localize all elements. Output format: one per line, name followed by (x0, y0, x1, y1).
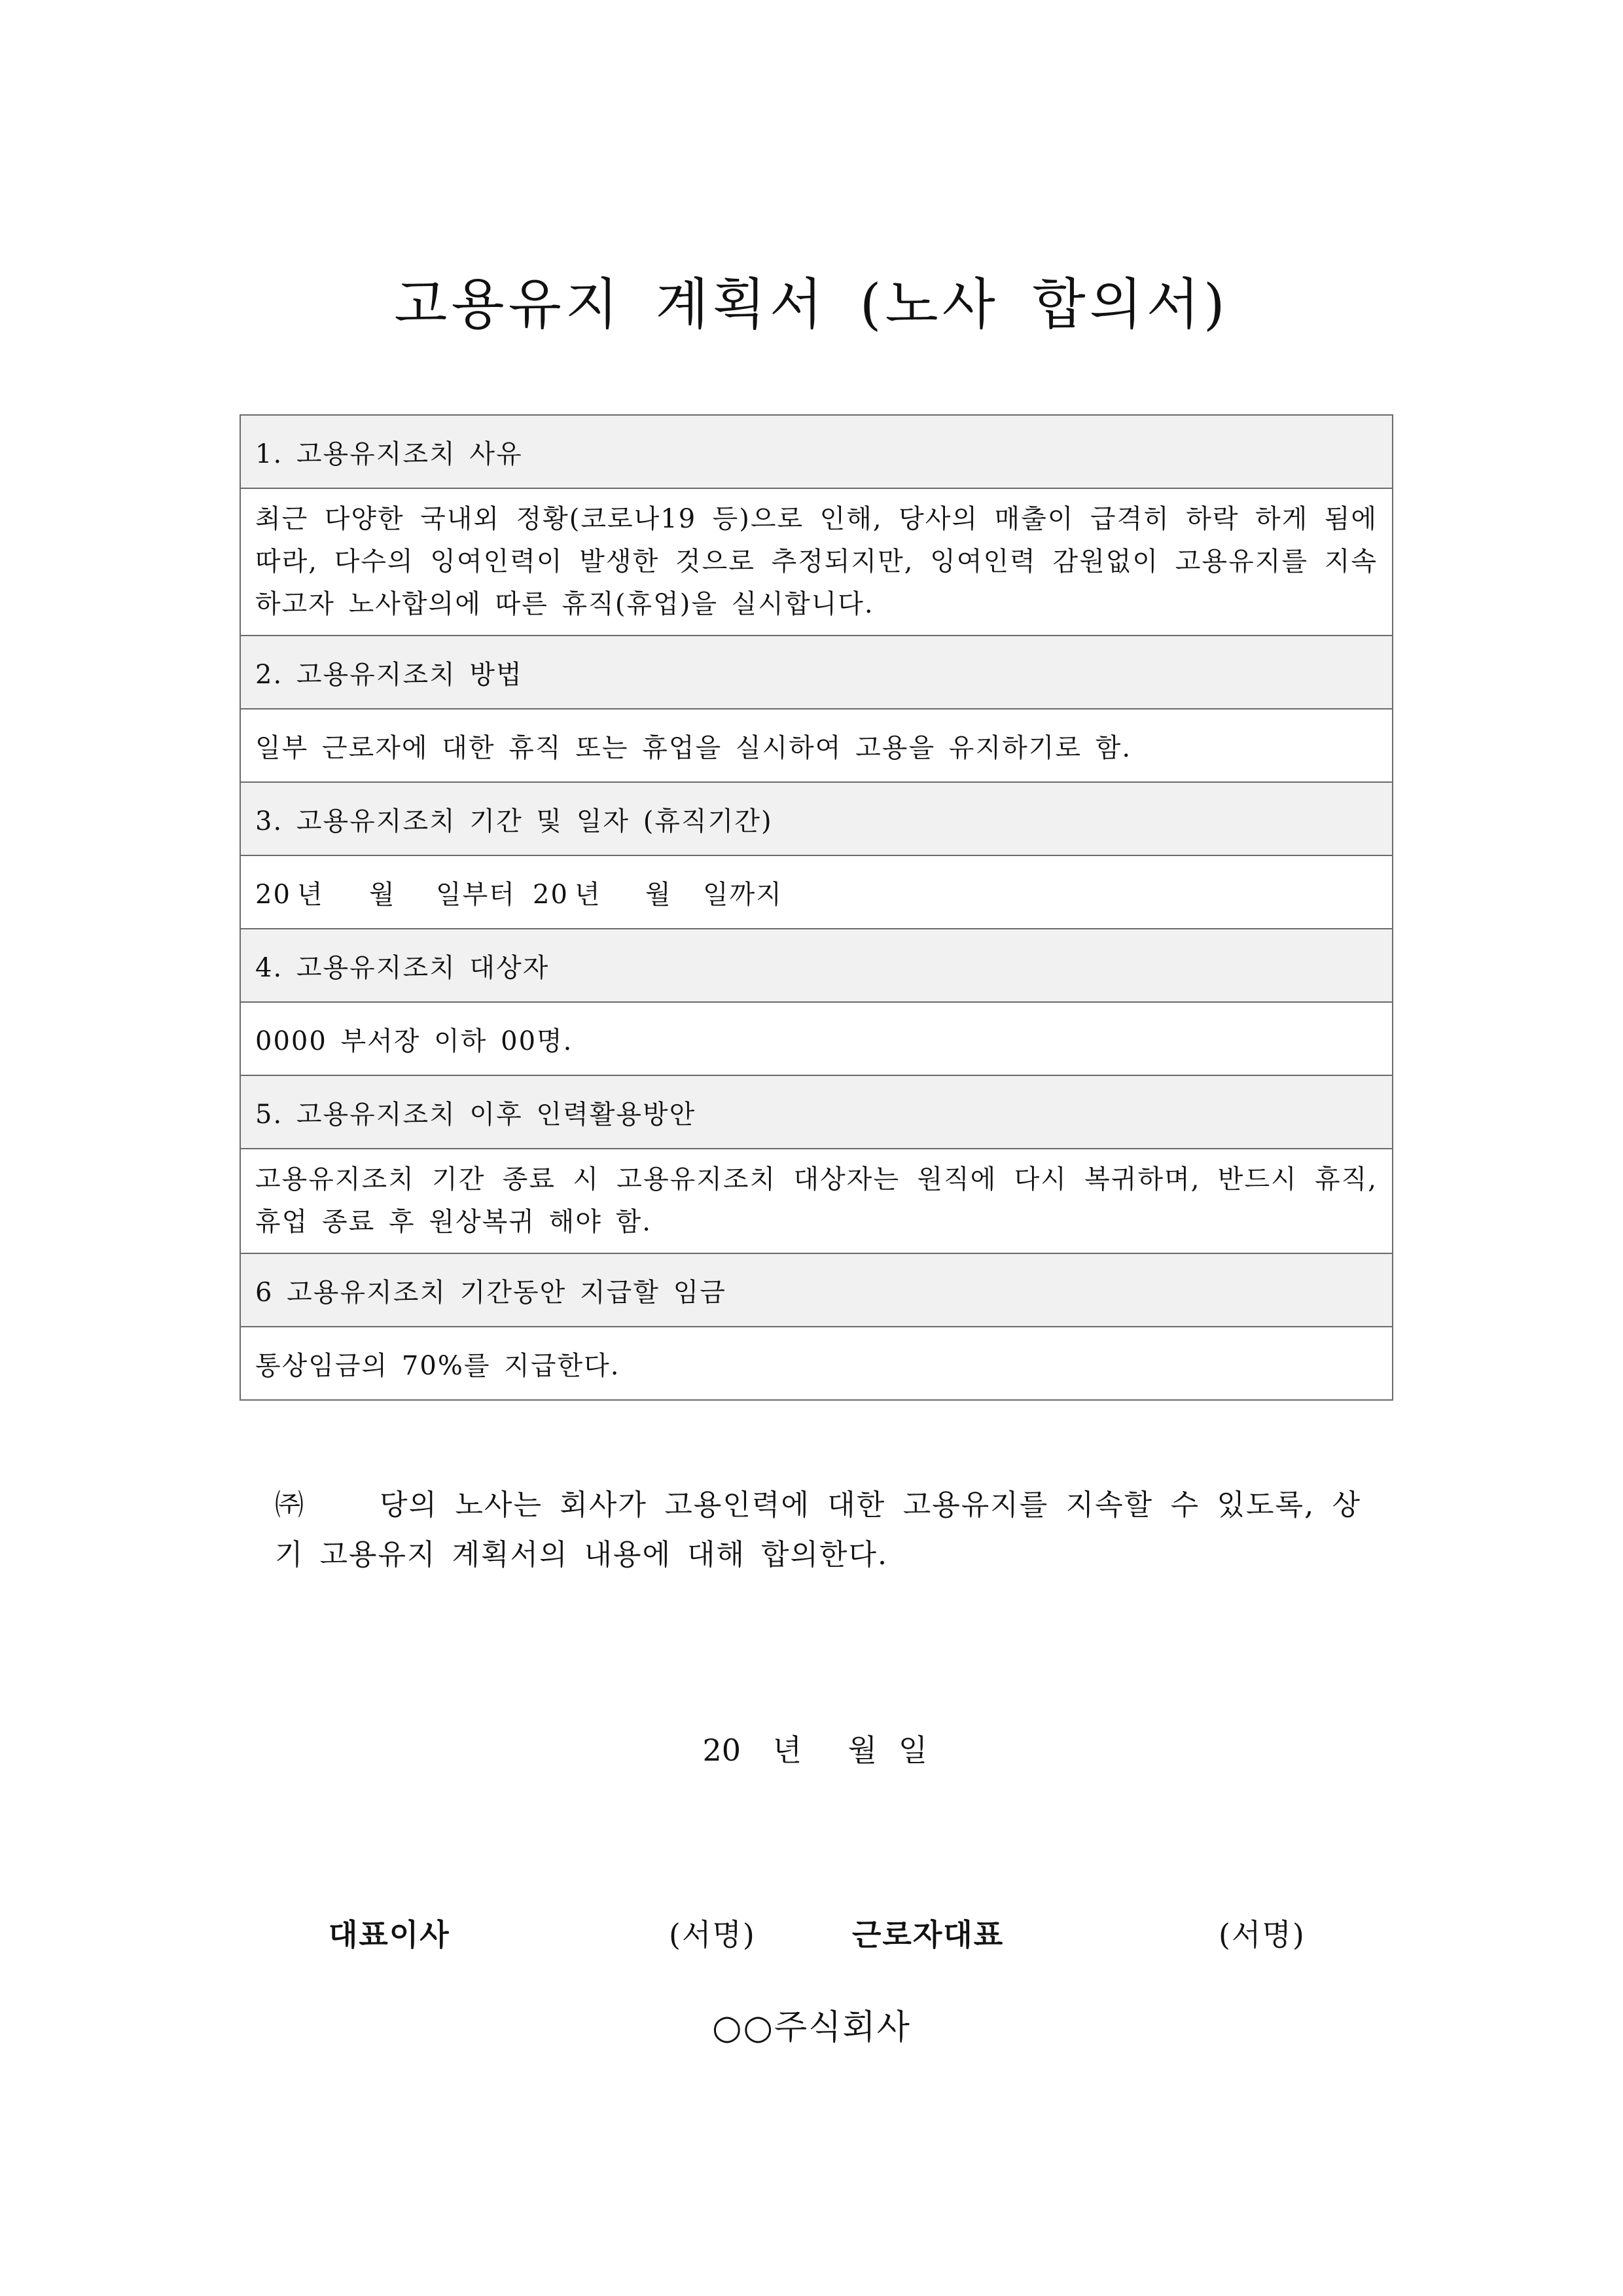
section-content-row (240, 855, 1393, 929)
period-end-month-unit: 월 (645, 879, 672, 910)
section-heading-target: 4. 고용유지조치 대상자 (240, 929, 1393, 1002)
section-heading-utilization: 5. 고용유지조치 이후 인력활용방안 (240, 1075, 1393, 1149)
worker-representative-signature: (서명) (1219, 1917, 1306, 1952)
section-header-row (240, 1075, 1393, 1149)
period-start-year: 20 (255, 879, 291, 910)
date-year-unit: 년 (772, 1732, 802, 1768)
section-content-reason: 최근 다양한 국내외 정황(코로나19 등)으로 인해, 당사의 매출이 급격히 하락 하게 됨에 따라, 다수의 잉여인력이 발생한 것으로 추정되지만, 잉여인력 감원없이 고용유지를 지속하고자 노사합의에 따른 휴직(휴업)을 실시합니다. (240, 488, 1393, 636)
section-content-row (240, 1327, 1393, 1400)
agreement-statement (275, 1480, 1361, 1580)
section-heading-method: 2. 고용유지조치 방법 (240, 636, 1393, 709)
section-header-row (240, 929, 1393, 1002)
date-year: 20 (702, 1732, 741, 1768)
period-end-day-unit: 일까지 (703, 879, 783, 910)
section-heading-reason: 1. 고용유지조치 사유 (240, 415, 1393, 488)
section-content-wage: 통상임금의 70%를 지급한다. (240, 1327, 1393, 1400)
plan-table (240, 414, 1393, 1401)
ceo-label: 대표이사 (329, 1917, 450, 1952)
document-title: 고용유지 계획서 (노사 합의서) (394, 272, 1229, 336)
period-start-day-unit: 일부터 (436, 879, 516, 910)
period-end-year-unit: 년 (575, 879, 601, 910)
section-content-target: 0000 부서장 이하 00명. (240, 1002, 1393, 1075)
section-header-row (240, 1253, 1393, 1327)
section-content-period (240, 855, 1393, 929)
section-content-row (240, 488, 1393, 636)
agreement-text: 당의 노사는 회사가 고용인력에 대한 고용유지를 지속할 수 있도록, 상기 고용유지 계획서의 내용에 대해 합의한다. (275, 1488, 1361, 1571)
section-content-row (240, 1149, 1393, 1253)
period-start-month-unit: 월 (369, 879, 396, 910)
company-mark: ㈜ (275, 1488, 305, 1522)
section-content-method: 일부 근로자에 대한 휴직 또는 휴업을 실시하여 고용을 유지하기로 함. (240, 709, 1393, 782)
section-header-row (240, 636, 1393, 709)
worker-representative-label: 근로자대표 (852, 1917, 1005, 1952)
section-heading-period: 3. 고용유지조치 기간 및 일자 (휴직기간) (240, 782, 1393, 855)
company-name: ○○주식회사 (712, 2008, 911, 2047)
section-content-row (240, 1002, 1393, 1075)
ceo-signature: (서명) (669, 1917, 756, 1952)
section-content-row (240, 709, 1393, 782)
date-day-unit: 일 (898, 1732, 928, 1768)
section-content-utilization: 고용유지조치 기간 종료 시 고용유지조치 대상자는 원직에 다시 복귀하며, 반드시 휴직, 휴업 종료 후 원상복귀 해야 함. (240, 1149, 1393, 1253)
section-header-row (240, 415, 1393, 488)
section-heading-wage: 6 고용유지조치 기간동안 지급할 임금 (240, 1253, 1393, 1327)
period-start-year-unit: 년 (297, 879, 324, 910)
signing-date (0, 1727, 1623, 1770)
period-end-year: 20 (533, 879, 569, 910)
date-month-unit: 월 (847, 1732, 877, 1768)
section-header-row (240, 782, 1393, 855)
